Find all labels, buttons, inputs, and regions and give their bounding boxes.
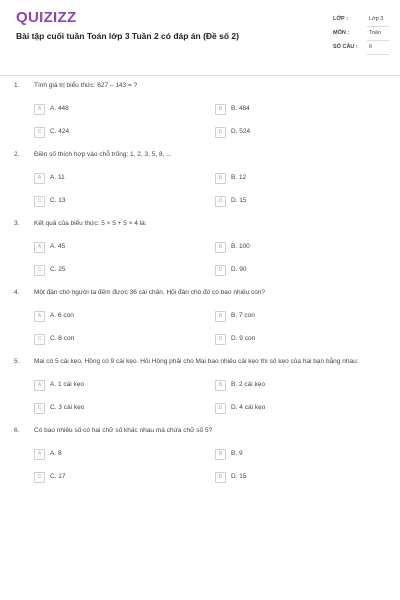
- option-text: D. 15: [231, 473, 247, 480]
- meta-row-class: [333, 14, 387, 28]
- question-number: 5.: [14, 358, 20, 365]
- question-text: Mai có 5 cái kẹo, Hồng có 9 cái kẹo. Hỏi Hồng phải cho Mai bao nhiêu cái kẹo thì số kẹo của hai bạn bằng nhau:: [34, 358, 359, 365]
- page-title: Bài tập cuối tuần Toán lớp 3 Tuần 2 có đáp án (Đề số 2): [16, 31, 239, 41]
- question-text: Kết quả của biểu thức: 5 × 5 + 5 × 4 là:: [34, 220, 147, 227]
- worksheet-meta: [333, 14, 387, 56]
- option-letter-box: C: [34, 472, 45, 483]
- worksheet-header: [0, 0, 400, 76]
- option-letter-box: D: [215, 127, 226, 138]
- meta-value: Lớp 3: [369, 16, 384, 22]
- option-letter-box: C: [34, 127, 45, 138]
- question-number: 3.: [14, 220, 20, 227]
- question-text: Một đàn chó người ta đếm được 36 cái chân. Hỏi đàn chó đó có bao nhiêu con?: [34, 289, 266, 296]
- option-text: C. 424: [50, 128, 70, 135]
- option-letter-box: D: [215, 403, 226, 414]
- option-text: A. 448: [50, 105, 69, 112]
- meta-label: SỐ CÂU :: [333, 44, 358, 50]
- question-number: 6.: [14, 427, 20, 434]
- question-text: Điền số thích hợp vào chỗ trống: 1, 2, 3, 5, 8, ...: [34, 151, 172, 158]
- option-letter-box: D: [215, 334, 226, 345]
- option-text: B. 484: [231, 105, 250, 112]
- option-letter-box: C: [34, 403, 45, 414]
- option-letter-box: B: [215, 380, 226, 391]
- option-text: C. 17: [50, 473, 66, 480]
- option-text: A. 11: [50, 174, 65, 181]
- option-letter-box: B: [215, 242, 226, 253]
- question-number: 2.: [14, 151, 20, 158]
- question-text: Có bao nhiêu số có hai chữ số khác nhau mà chứa chữ số 5?: [34, 427, 213, 434]
- option-letter-box: A: [34, 173, 45, 184]
- option-letter-box: D: [215, 265, 226, 276]
- option-text: B. 12: [231, 174, 247, 181]
- option-letter-box: A: [34, 242, 45, 253]
- meta-label: MÔN :: [333, 30, 350, 36]
- meta-value: Toán: [369, 30, 381, 36]
- option-letter-box: C: [34, 334, 45, 345]
- option-letter-box: D: [215, 472, 226, 483]
- question-number: 4.: [14, 289, 20, 296]
- meta-row-subject: [333, 28, 387, 42]
- option-text: C. 25: [50, 266, 66, 273]
- meta-value: 6: [369, 44, 373, 50]
- question-text: Tính giá trị biểu thức: 627 – 143 = ?: [34, 82, 138, 89]
- option-text: A. 45: [50, 243, 66, 250]
- option-text: D. 90: [231, 266, 247, 273]
- option-letter-box: B: [215, 104, 226, 115]
- option-letter-box: B: [215, 449, 226, 460]
- option-letter-box: D: [215, 196, 226, 207]
- meta-row-count: [333, 42, 387, 56]
- option-letter-box: A: [34, 311, 45, 322]
- option-text: C. 13: [50, 197, 66, 204]
- meta-underline: [367, 26, 389, 27]
- option-text: B. 2 cái kẹo: [231, 381, 265, 388]
- question-number: 1.: [14, 82, 20, 89]
- option-text: A. 6 con: [50, 312, 74, 319]
- option-letter-box: A: [34, 104, 45, 115]
- meta-underline: [367, 54, 389, 55]
- option-letter-box: C: [34, 265, 45, 276]
- option-letter-box: C: [34, 196, 45, 207]
- option-letter-box: B: [215, 173, 226, 184]
- option-text: B. 7 con: [231, 312, 255, 319]
- option-letter-box: A: [34, 449, 45, 460]
- option-text: B. 100: [231, 243, 250, 250]
- option-text: D. 15: [231, 197, 247, 204]
- quizizz-logo: QUIZIZZ: [16, 9, 77, 26]
- option-letter-box: B: [215, 311, 226, 322]
- option-text: C. 3 cái kẹo: [50, 404, 85, 411]
- meta-label: LỚP :: [333, 16, 348, 22]
- option-text: A. 8: [50, 450, 62, 457]
- option-letter-box: A: [34, 380, 45, 391]
- option-text: D. 4 cái kẹo: [231, 404, 266, 411]
- meta-underline: [367, 40, 389, 41]
- option-text: A. 1 cái kẹo: [50, 381, 84, 388]
- option-text: D. 524: [231, 128, 251, 135]
- option-text: C. 8 con: [50, 335, 75, 342]
- option-text: B. 9: [231, 450, 243, 457]
- option-text: D. 9 con: [231, 335, 256, 342]
